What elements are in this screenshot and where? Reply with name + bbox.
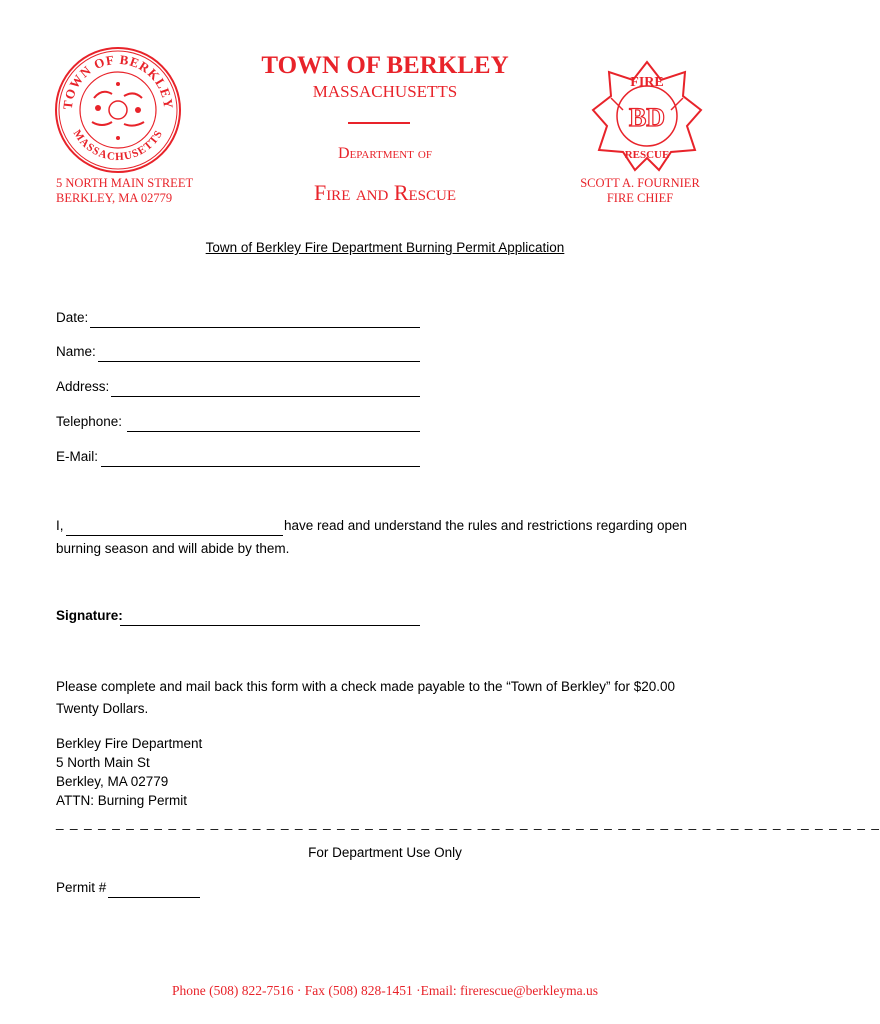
date-label: Date: (56, 310, 89, 325)
payment-instructions (56, 676, 716, 720)
chief-name: SCOTT A. FOURNIER (580, 176, 700, 190)
office-use-heading: For Department Use Only (308, 845, 462, 860)
name-input-line[interactable] (98, 361, 420, 362)
date-input-line[interactable] (90, 327, 420, 328)
svg-text:TOWN OF BERKLEY: TOWN OF BERKLEY (59, 51, 177, 111)
instructions-line-1: Please complete and mail back this form with a check made payable to the “Town of Berkley” for $20.00 (56, 679, 676, 694)
instructions-line-2: Twenty Dollars. (56, 701, 149, 716)
email-input-line[interactable] (101, 466, 420, 467)
svg-text:FIRE: FIRE (630, 75, 664, 90)
signature-field[interactable] (56, 608, 420, 626)
mail-line: Berkley Fire Department (56, 736, 203, 751)
agreement-line (56, 518, 696, 536)
telephone-label: Telephone: (56, 414, 123, 429)
mail-line: ATTN: Burning Permit (56, 793, 188, 808)
permit-number-field[interactable] (56, 880, 200, 898)
svg-text:BD: BD (628, 103, 666, 132)
email-label: E-Mail: (56, 449, 99, 464)
address-line-1: 5 NORTH MAIN STREET (56, 176, 194, 190)
form-title: Town of Berkley Fire Department Burning Permit Application (205, 240, 565, 255)
fire-and-rescue-heading: Fire and Rescue (313, 180, 457, 205)
station-address (56, 176, 193, 206)
office-use-separator: _ _ _ _ _ _ _ _ _ _ _ _ _ _ _ _ _ _ _ _ _ _ _ _ _ _ _ _ _ _ _ _ _ _ _ _ _ _ _ _ _ _ _ _ _ _ _ _ _ _ _ _ _ _ _ _ _ _ _ (56, 815, 880, 830)
permit-number-input-line[interactable] (108, 897, 200, 898)
address-line-2: BERKLEY, MA 02779 (56, 191, 173, 205)
agreement-name-input-line[interactable] (66, 535, 283, 536)
chief-title: FIRE CHIEF (606, 191, 674, 205)
address-label: Address: (56, 379, 110, 394)
telephone-input-line[interactable] (127, 431, 420, 432)
agreement-line-2: burning season and will abide by them. (56, 541, 290, 556)
agreement-prefix: I, (56, 518, 64, 533)
signature-label: Signature: (56, 608, 123, 623)
address-field[interactable] (56, 379, 420, 397)
name-field[interactable] (56, 344, 420, 362)
permit-number-label: Permit # (56, 880, 107, 895)
svg-text:MASSACHUSETTS: MASSACHUSETTS (70, 127, 166, 164)
department-of-heading: Department of (338, 145, 432, 162)
town-title: TOWN OF BERKLEY (261, 52, 509, 79)
signature-input-line[interactable] (120, 625, 420, 626)
mailing-address (56, 734, 202, 810)
contact-footer: Phone (508) 822-7516 · Fax (508) 828-1451 ·Email: firerescue@berkleyma.us (172, 983, 598, 998)
date-field[interactable] (56, 310, 420, 328)
mail-line: Berkley, MA 02779 (56, 774, 169, 789)
state-name: MASSACHUSETTS (312, 82, 458, 101)
address-input-line[interactable] (111, 396, 420, 397)
header-divider (348, 122, 410, 124)
svg-text:RESCUE: RESCUE (624, 149, 670, 161)
name-label: Name: (56, 344, 96, 359)
fire-chief-block (560, 176, 720, 206)
mail-line: 5 North Main St (56, 755, 150, 770)
telephone-field[interactable] (56, 414, 420, 432)
email-field[interactable] (56, 449, 420, 467)
agreement-text: have read and understand the rules and restrictions regarding open (284, 518, 688, 533)
